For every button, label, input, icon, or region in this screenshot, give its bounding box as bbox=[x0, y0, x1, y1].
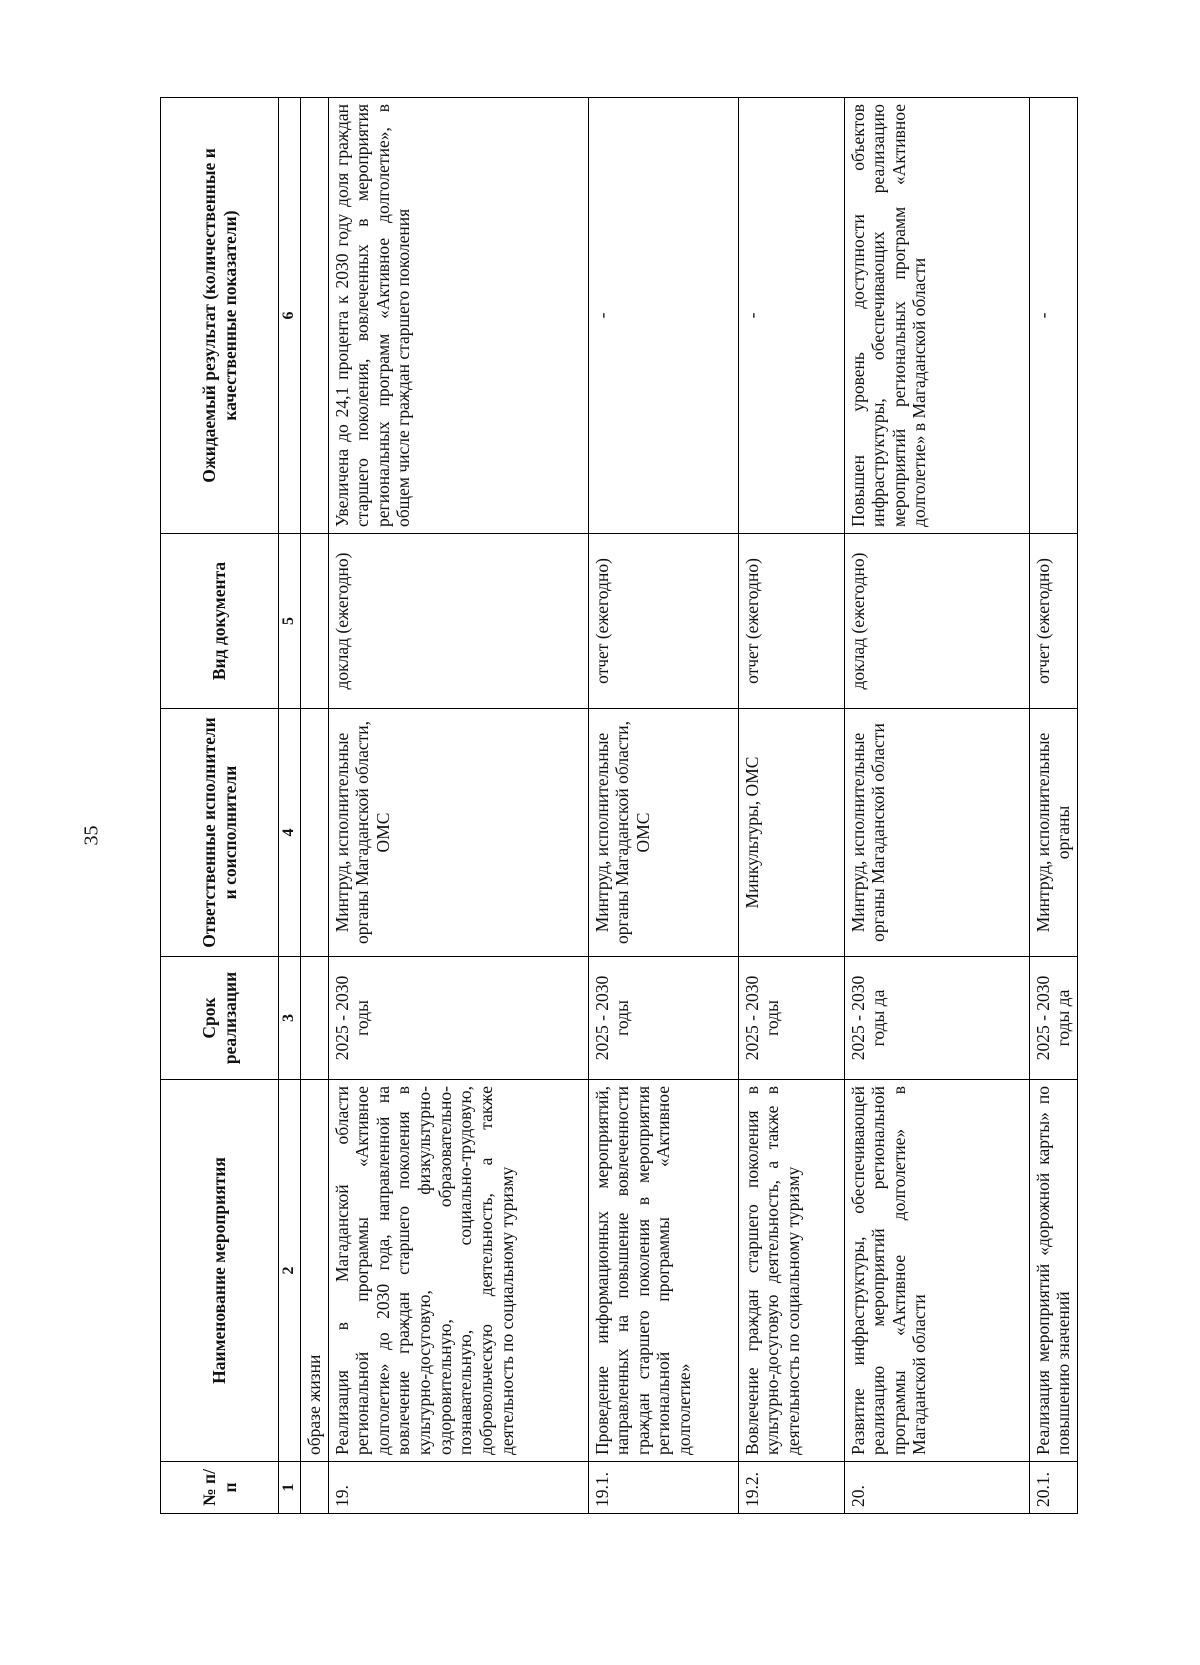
event-name: Реализация в Магаданской области региональной программы «Активное долголетие» до 2030 года, направленной на вовлечение граждан старшего поколения в культурно-досуговую, физкультурно-оздоровительную, образовательно-познавательную, социально-трудовую, добровольческую деятельность, а также деятельность по социальному туризму bbox=[328, 1080, 588, 1462]
table-row bbox=[328, 98, 588, 1514]
column-number: 4 bbox=[279, 709, 301, 957]
header-result: Ожидаемый результат (количественные и качественные показатели) bbox=[161, 98, 279, 534]
row-number: 19.2. bbox=[738, 1462, 844, 1514]
column-number-row bbox=[279, 98, 301, 1514]
table-frame bbox=[160, 98, 1074, 1514]
header-name: Наименование мероприятия bbox=[161, 1080, 279, 1462]
event-term: 2025 - 2030 годы да bbox=[1029, 957, 1077, 1080]
event-doc-type: отчет (ежегодно) bbox=[1029, 534, 1077, 709]
event-doc-type: доклад (ежегодно) bbox=[328, 534, 588, 709]
event-result bbox=[300, 98, 328, 534]
event-result: Увеличена до 24,1 процента к 2030 году доля граждан старшего поколения, вовлеченных в мероприятия региональных программ «Активное долголетие», в общем числе граждан старшего поколения bbox=[328, 98, 588, 534]
row-number: 20. bbox=[844, 1462, 1029, 1514]
column-number: 2 bbox=[279, 1080, 301, 1462]
row-number: 20.1. bbox=[1029, 1462, 1077, 1514]
event-doc-type: доклад (ежегодно) bbox=[844, 534, 1029, 709]
event-name: Реализация мероприятий «дорожной карты» по повышению значений bbox=[1029, 1080, 1077, 1462]
event-result: Повышен уровень доступности объектов инфраструктуры, обеспечивающих реализацию мероприятий региональных программ «Активное долголетие» в Магаданской области bbox=[844, 98, 1029, 534]
events-table bbox=[160, 97, 1078, 1514]
event-doc-type: отчет (ежегодно) bbox=[588, 534, 738, 709]
event-term: 2025 - 2030 годы bbox=[588, 957, 738, 1080]
header-num: № п/п bbox=[161, 1462, 279, 1514]
column-number: 1 bbox=[279, 1462, 301, 1514]
event-responsible: Минтруд, исполнительные органы Магаданской области, ОМС bbox=[588, 709, 738, 957]
table-rotated bbox=[160, 98, 1074, 1514]
event-result: - bbox=[588, 98, 738, 534]
event-name: Развитие инфраструктуры, обеспечивающей реализацию мероприятий региональной программы «Активное долголетие» в Магаданской области bbox=[844, 1080, 1029, 1462]
page-number: 35 bbox=[80, 825, 103, 846]
event-doc-type bbox=[300, 534, 328, 709]
event-responsible: Минтруд, исполнительные органы Магаданской области bbox=[844, 709, 1029, 957]
column-number: 3 bbox=[279, 957, 301, 1080]
event-term: 2025 - 2030 годы bbox=[328, 957, 588, 1080]
table-row bbox=[844, 98, 1029, 1514]
event-term: 2025 - 2030 годы bbox=[738, 957, 844, 1080]
event-responsible: Минкультуры, ОМС bbox=[738, 709, 844, 957]
column-number: 6 bbox=[279, 98, 301, 534]
header-term: Срок реализации bbox=[161, 957, 279, 1080]
table-row bbox=[588, 98, 738, 1514]
event-name: образе жизни bbox=[300, 1080, 328, 1462]
event-responsible: Минтруд, исполнительные органы Магаданской области, ОМС bbox=[328, 709, 588, 957]
event-doc-type: отчет (ежегодно) bbox=[738, 534, 844, 709]
header-doc-type: Вид документа bbox=[161, 534, 279, 709]
event-name: Проведение информационных мероприятий, направленных на повышение вовлеченности граждан старшего поколения в мероприятия региональной программы «Активное долголетие» bbox=[588, 1080, 738, 1462]
event-name: Вовлечение граждан старшего поколения в культурно-досуговую деятельность, а также в деятельность по социальному туризму bbox=[738, 1080, 844, 1462]
event-result: - bbox=[1029, 98, 1077, 534]
row-number: 19. bbox=[328, 1462, 588, 1514]
event-term bbox=[300, 957, 328, 1080]
header-row bbox=[161, 98, 279, 1514]
row-number: 19.1. bbox=[588, 1462, 738, 1514]
event-result: - bbox=[738, 98, 844, 534]
table-row bbox=[1029, 98, 1077, 1514]
row-number bbox=[300, 1462, 328, 1514]
event-responsible bbox=[300, 709, 328, 957]
header-responsible: Ответственные исполнители и соисполнители bbox=[161, 709, 279, 957]
event-term: 2025 - 2030 годы да bbox=[844, 957, 1029, 1080]
table-row bbox=[738, 98, 844, 1514]
table-row bbox=[300, 98, 328, 1514]
column-number: 5 bbox=[279, 534, 301, 709]
event-responsible: Минтруд, исполнительные органы bbox=[1029, 709, 1077, 957]
